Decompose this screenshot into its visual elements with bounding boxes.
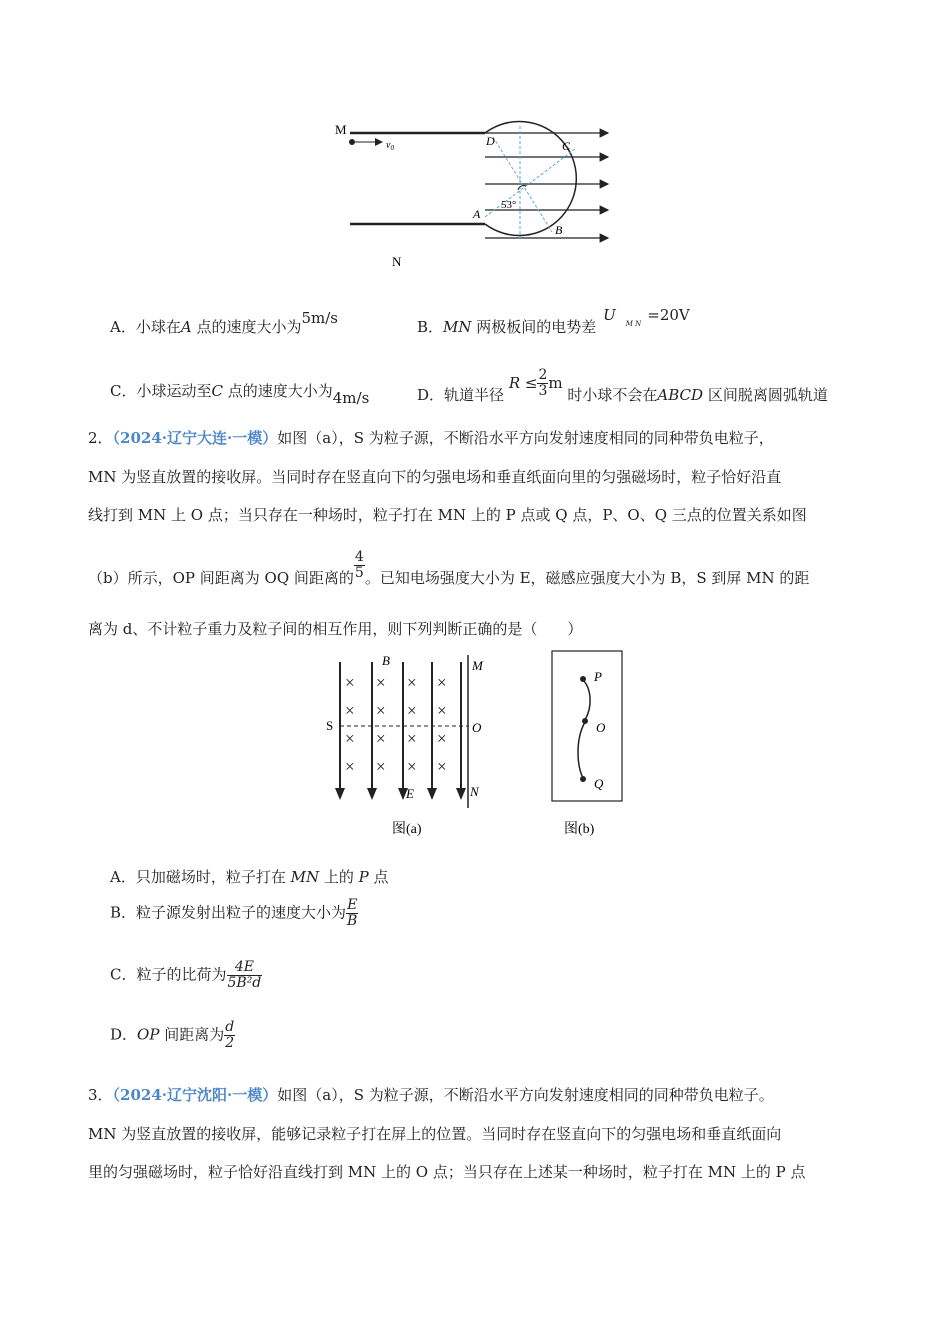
question-text: 如图（a），S 为粒子源，不断沿水平方向发射速度相同的同种带负电粒子。 (277, 1086, 774, 1104)
point-b-label: B (555, 223, 563, 237)
question-number: 2． (88, 429, 113, 447)
screen-frame (552, 651, 622, 801)
figure-a-caption: 图(a) (392, 822, 422, 837)
u-subscript: M N (625, 320, 642, 328)
angle-label: 53° (501, 199, 517, 211)
e-label: E (406, 786, 414, 801)
o-label: O (472, 720, 482, 735)
question-number: 3． (88, 1086, 113, 1104)
v0-label: $v_0$ (386, 140, 394, 152)
option-label: C． (110, 965, 137, 984)
denominator: 5 (354, 565, 364, 581)
q-label: Q (594, 776, 604, 791)
q2-line-5: 离为 d、不计粒子重力及粒子间的相互作用，则下列判断正确的是（ ） (88, 620, 583, 638)
plate-m-label: M (335, 122, 347, 137)
option-label: D． (110, 1025, 138, 1044)
q2-line-1 (88, 427, 774, 448)
fraction (227, 960, 263, 991)
option-text: 轨道半径 (444, 385, 505, 404)
voltage-expression (603, 306, 690, 328)
ball (349, 139, 355, 145)
n-label: N (470, 784, 479, 799)
svg-text:×: × (437, 757, 447, 776)
q3-line-2: MN 为竖直放置的接收屏，能够记录粒子打在屏上的位置。当同时存在竖直向下的匀强电场和垂直纸面向 (88, 1125, 782, 1143)
leq-symbol: ≤ (524, 373, 538, 392)
svg-text:×: × (407, 757, 417, 776)
option-label: D． (417, 385, 445, 404)
svg-text:×: × (345, 757, 355, 776)
option-text: 只加磁场时，粒子打在 (135, 868, 291, 886)
option-label: A． (110, 318, 136, 336)
m-label: M (472, 658, 483, 673)
question-text: 如图（a），S 为粒子源，不断沿水平方向发射速度相同的同种带负电粒子， (277, 429, 774, 447)
point-q (580, 776, 586, 782)
option-text: 小球运动至 (136, 382, 212, 400)
option-label: B． (110, 903, 137, 922)
numerator: 4 (354, 549, 364, 565)
s-label: S (326, 718, 334, 733)
denominator: 2 (225, 1035, 235, 1051)
point-symbol: P (358, 868, 369, 886)
q3-line-1 (88, 1084, 774, 1105)
option-value: 5m/s (301, 309, 339, 327)
svg-text:×: × (407, 701, 417, 720)
q2-option-d[interactable] (110, 1020, 235, 1051)
option-text: 小球在 (135, 318, 181, 336)
point-a-label: A (473, 207, 481, 221)
r-symbol: R (508, 373, 521, 392)
mn-symbol: MN (443, 318, 472, 336)
question-source: （2024·辽宁大连·一模） (112, 429, 278, 447)
option-value: 4m/s (332, 389, 370, 407)
o-label: O (596, 720, 606, 735)
q2-option-a[interactable] (110, 866, 389, 887)
option-text: 粒子的比荷为 (136, 965, 227, 984)
figure-2b-screen (545, 648, 635, 840)
option-label: C． (110, 382, 137, 400)
q1-option-d[interactable] (417, 367, 828, 404)
o-to-q-curve (578, 722, 585, 778)
fraction (537, 368, 548, 399)
radius-condition (508, 367, 563, 399)
option-value: =20V (647, 306, 690, 324)
option-label: A． (110, 868, 136, 886)
option-text: 粒子源发射出粒子的速度大小为 (136, 903, 347, 922)
q2-line-4 (88, 549, 810, 587)
numerator: 2 (538, 367, 548, 383)
svg-text:×: × (376, 729, 386, 748)
option-label: B． (417, 318, 444, 336)
op-symbol: OP (137, 1025, 160, 1044)
option-text: 点的速度大小为 (191, 318, 302, 336)
plate-n-label: N (392, 254, 402, 269)
svg-text:×: × (407, 729, 417, 748)
q2-line-3: 线打到 MN 上 O 点；当只存在一种场时，粒子打在 MN 上的 P 点或 Q 点，P、O、Q 三点的位置关系如图 (88, 506, 807, 524)
option-text: 上的 (319, 868, 359, 886)
question-text: 。已知电场强度大小为 E，磁感应强度大小为 B，S 到屏 MN 的距 (364, 568, 810, 587)
fraction (224, 1020, 235, 1051)
svg-text:×: × (376, 701, 386, 720)
svg-text:×: × (345, 729, 355, 748)
option-text: 两极板间的电势差 (471, 318, 597, 336)
unit: m (548, 373, 563, 392)
numerator: d (225, 1019, 235, 1035)
question-source: （2024·辽宁沈阳·一模） (112, 1086, 278, 1104)
figure-b-caption: 图(b) (564, 822, 595, 837)
point-c-label: C (562, 139, 571, 153)
option-text: 区间脱离圆弧轨道 (703, 385, 828, 404)
option-text: 时小球不会在 (562, 385, 658, 404)
p-label: P (594, 669, 602, 684)
q2-option-c[interactable] (110, 960, 262, 991)
figure-2a-fields (320, 650, 500, 840)
q3-line-3: 里的匀强磁场时，粒子恰好沿直线打到 MN 上的 O 点；当只存在上述某一种场时，粒子打在 MN 上的 P 点 (88, 1163, 806, 1181)
q1-option-b[interactable] (417, 306, 690, 337)
svg-text:×: × (437, 729, 447, 748)
option-text: 间距离为 (159, 1025, 225, 1044)
point-symbol: C (211, 382, 223, 400)
q1-option-a[interactable] (110, 309, 339, 337)
svg-text:×: × (437, 673, 447, 692)
point-o (582, 718, 588, 724)
figure-1-capacitor-track (330, 118, 620, 273)
svg-text:×: × (437, 701, 447, 720)
svg-text:×: × (376, 673, 386, 692)
u-symbol: U (603, 306, 616, 324)
fraction (354, 550, 365, 581)
e-field-arrowheads (335, 788, 466, 800)
q2-line-2: MN 为竖直放置的接收屏。当同时存在竖直向下的匀强电场和垂直纸面向里的匀强磁场时，粒子恰好沿直 (88, 468, 782, 486)
b-label: B (382, 653, 390, 668)
denominator: 5B²d (227, 975, 262, 991)
q1-option-c[interactable] (110, 380, 370, 407)
denominator: 3 (538, 383, 548, 399)
svg-text:×: × (407, 673, 417, 692)
numerator: E (347, 897, 358, 913)
fraction (346, 898, 358, 929)
option-text: 点 (368, 868, 389, 886)
svg-text:×: × (345, 701, 355, 720)
p-to-o-curve (583, 680, 590, 720)
point-d-label: D (486, 134, 495, 148)
q2-option-b[interactable] (110, 898, 358, 929)
svg-text:×: × (376, 757, 386, 776)
numerator: 4E (227, 960, 263, 976)
point-symbol: A (180, 318, 192, 336)
point-p (580, 676, 586, 682)
svg-text:×: × (345, 673, 355, 692)
denominator: B (347, 913, 358, 929)
question-text: （b）所示，OP 间距离为 OQ 间距离的 (88, 568, 354, 587)
option-text: 点的速度大小为 (222, 382, 333, 400)
mn-symbol: MN (290, 868, 320, 886)
abcd-symbol: ABCD (657, 385, 704, 404)
